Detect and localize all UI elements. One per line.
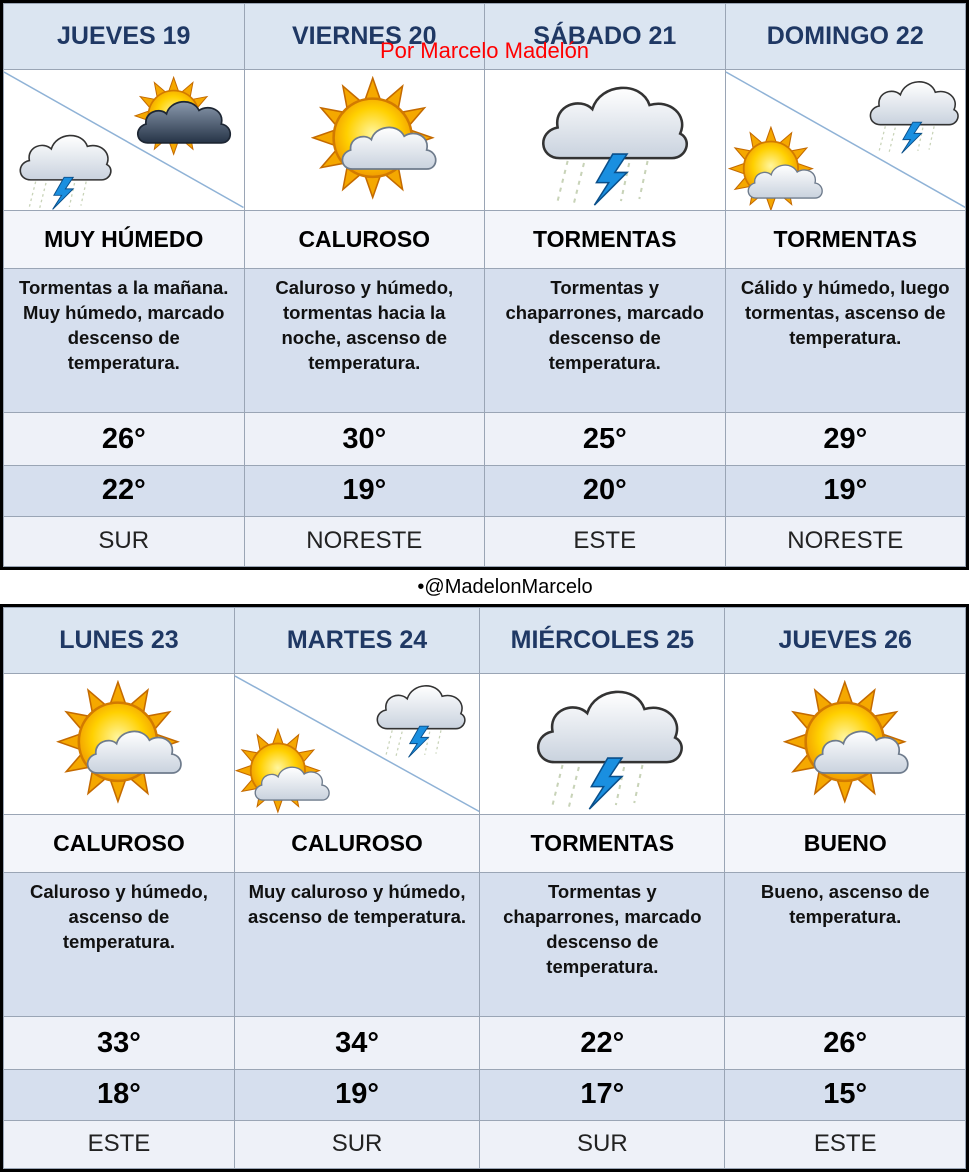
max-temperature: 34°: [234, 1017, 479, 1069]
partly-sunny-icon: [245, 70, 485, 209]
day-header: SÁBADO 21: [485, 4, 726, 70]
max-temperature: 33°: [4, 1017, 235, 1069]
forecast-table-week-2: [3, 607, 966, 1169]
weather-icon-cell: [244, 70, 485, 210]
weather-icon-cell: [725, 674, 966, 815]
min-temperature: 15°: [725, 1069, 966, 1120]
thunderstorm-icon: [485, 70, 725, 209]
social-handle: •@MadelonMarcelo: [417, 576, 593, 598]
summary-label: TORMENTAS: [725, 210, 966, 268]
weather-icon-cell: [480, 674, 725, 815]
weather-icon-cell: [4, 674, 235, 815]
wind-direction: ESTE: [725, 1120, 966, 1168]
min-temperature: 19°: [725, 465, 966, 516]
sun-then-storm-icon: [235, 674, 479, 814]
day-header: VIERNES 20: [244, 4, 485, 70]
wind-direction: NORESTE: [725, 516, 966, 566]
forecast-panel-week-2: [0, 604, 969, 1172]
day-header: MIÉRCOLES 25: [480, 608, 725, 674]
weather-icon-cell: [725, 70, 966, 210]
wind-direction: ESTE: [485, 516, 726, 566]
forecast-description: Cálido y húmedo, luego tormentas, ascenso de temperatura.: [725, 268, 966, 413]
wind-direction: NORESTE: [244, 516, 485, 566]
min-temperature: 17°: [480, 1069, 725, 1120]
weather-icon-cell: [234, 674, 479, 815]
day-header: JUEVES 19: [4, 4, 245, 70]
forecast-description: Tormentas a la mañana. Muy húmedo, marcado descenso de temperatura.: [4, 268, 245, 413]
weather-icon-cell: [4, 70, 245, 210]
weather-icon-cell: [485, 70, 726, 210]
day-header: DOMINGO 22: [725, 4, 966, 70]
min-temperature: 19°: [234, 1069, 479, 1120]
day-header: JUEVES 26: [725, 608, 966, 674]
day-header: MARTES 24: [234, 608, 479, 674]
day-header: LUNES 23: [4, 608, 235, 674]
wind-direction: SUR: [4, 516, 245, 566]
min-temperature: 22°: [4, 465, 245, 516]
forecast-table-week-1: [3, 3, 966, 567]
wind-direction: ESTE: [4, 1120, 235, 1168]
summary-label: TORMENTAS: [480, 814, 725, 872]
wind-direction: SUR: [480, 1120, 725, 1168]
max-temperature: 29°: [725, 413, 966, 465]
partly-sunny-icon: [725, 674, 965, 814]
max-temperature: 30°: [244, 413, 485, 465]
max-temperature: 26°: [725, 1017, 966, 1069]
sun-then-storm-icon: [726, 70, 966, 209]
forecast-description: Tormentas y chaparrones, marcado descenso de temperatura.: [485, 268, 726, 413]
author-credit: Por Marcelo Madelón: [379, 38, 590, 63]
thunderstorm-icon: [480, 674, 724, 814]
partly-sunny-icon: [4, 674, 234, 814]
forecast-description: Muy caluroso y húmedo, ascenso de temperatura.: [234, 872, 479, 1017]
min-temperature: 18°: [4, 1069, 235, 1120]
summary-label: BUENO: [725, 814, 966, 872]
summary-label: CALUROSO: [234, 814, 479, 872]
max-temperature: 22°: [480, 1017, 725, 1069]
forecast-panel-week-1: [0, 0, 969, 570]
summary-label: MUY HÚMEDO: [4, 210, 245, 268]
forecast-description: Tormentas y chaparrones, marcado descenso de temperatura.: [480, 872, 725, 1017]
min-temperature: 20°: [485, 465, 726, 516]
summary-label: CALUROSO: [244, 210, 485, 268]
forecast-description: Caluroso y húmedo, tormentas hacia la noche, ascenso de temperatura.: [244, 268, 485, 413]
summary-label: TORMENTAS: [485, 210, 726, 268]
max-temperature: 26°: [4, 413, 245, 465]
wind-direction: SUR: [234, 1120, 479, 1168]
forecast-description: Bueno, ascenso de temperatura.: [725, 872, 966, 1017]
forecast-description: Caluroso y húmedo, ascenso de temperatura.: [4, 872, 235, 1017]
min-temperature: 19°: [244, 465, 485, 516]
summary-label: CALUROSO: [4, 814, 235, 872]
max-temperature: 25°: [485, 413, 726, 465]
storm-then-partly-cloudy-icon: [4, 70, 244, 209]
